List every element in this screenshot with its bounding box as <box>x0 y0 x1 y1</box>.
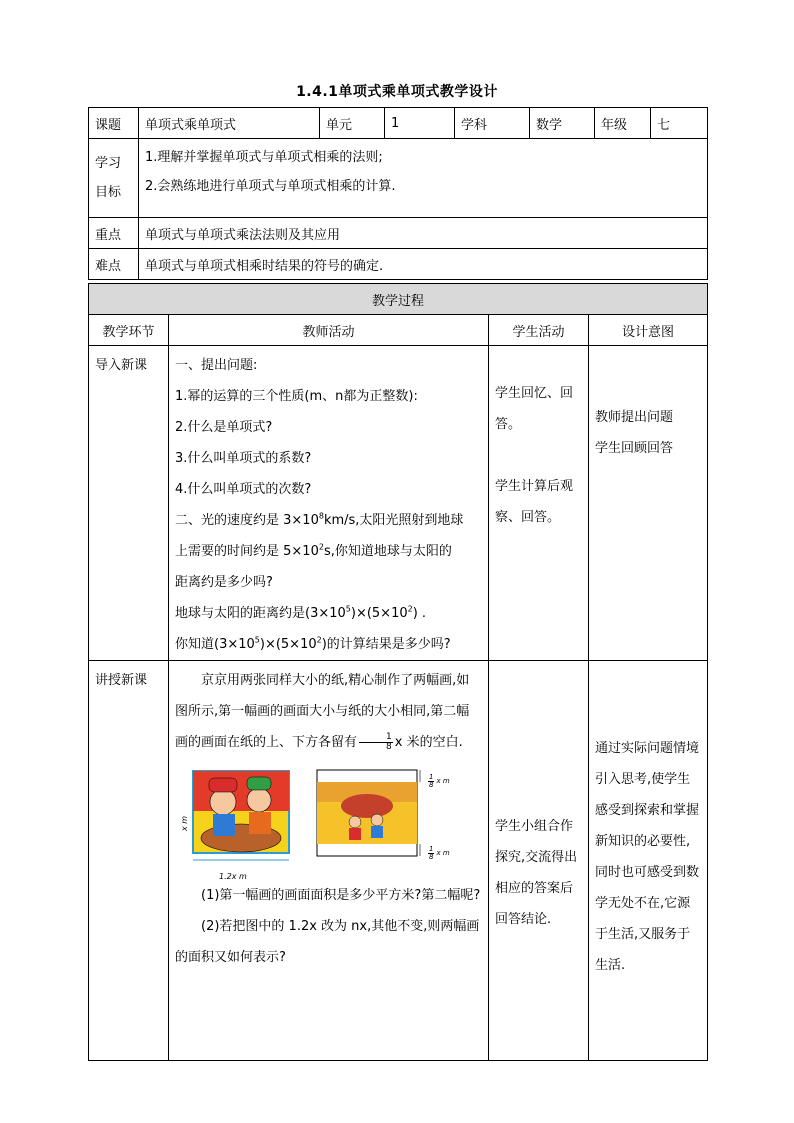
process-header: 教学过程 <box>89 284 708 315</box>
figures-area <box>175 764 482 881</box>
painting-one-width-label: 1.2x m <box>219 872 247 881</box>
painting-one-height-label: x m <box>180 815 190 832</box>
painting-two-figure <box>315 768 425 860</box>
intro-student <box>489 346 589 661</box>
intro-student-note-1: 学生回忆、回答。 <box>495 386 574 432</box>
lecture-intent-note: 通过实际问题情境引入思考,使学生感受到探索和掌握新知识的必要性,同时也可感受到数学无处不在,它源于生活,又服务于生活. <box>595 741 700 973</box>
lecture-stage: 讲授新课 <box>89 661 169 1061</box>
key-point-value: 单项式与单项式乘法法则及其应用 <box>139 218 708 249</box>
lecture-teacher <box>169 661 489 1061</box>
distance-line: 地球与太阳的距离约是$(3\times 10^5)\times(5\times 10^2)$ . <box>175 604 427 621</box>
subject-value: 数学 <box>530 108 595 139</box>
topic-value: 单项式乘单项式 <box>139 108 320 139</box>
intro-intent <box>589 346 708 661</box>
difficulty-label: 难点 <box>89 249 139 280</box>
col-teacher: 教师活动 <box>169 315 489 346</box>
grade-label: 年级 <box>595 108 651 139</box>
goal-item-1: 1.理解并掌握单项式与单项式相乘的法则; <box>145 150 383 165</box>
intro-line-4: 3.什么叫单项式的系数? <box>175 451 312 466</box>
light-speed-line-1: 二、光的速度约是 $3\times 10^8km/s$,太阳光照射到地球 <box>175 511 464 528</box>
intro-line-2: 1.幂的运算的三个性质(m、n都为正整数): <box>175 389 418 404</box>
lecture-student <box>489 661 589 1061</box>
compute-question-line: 你知道$(3\times 10^5)\times(5\times 10^2)$的计算结果是多少吗? <box>175 635 451 652</box>
col-intent: 设计意图 <box>589 315 708 346</box>
lecture-student-note: 学生小组合作探究,交流得出相应的答案后回答结论. <box>495 819 578 927</box>
col-student: 学生活动 <box>489 315 589 346</box>
goals-label-line-1: 学习 <box>95 156 122 171</box>
difficulty-value: 单项式与单项式相乘时结果的符号的确定. <box>139 249 708 280</box>
lecture-intent <box>589 661 708 1061</box>
unit-value: 1 <box>385 108 455 139</box>
painting-one-figure <box>189 768 297 864</box>
goals-content <box>139 139 708 218</box>
unit-label: 单元 <box>320 108 385 139</box>
info-table <box>88 107 708 280</box>
light-speed-line-3: 距离约是多少吗? <box>175 575 273 590</box>
col-stage: 教学环节 <box>89 315 169 346</box>
intro-line-3: 2.什么是单项式? <box>175 420 273 435</box>
subject-label: 学科 <box>455 108 530 139</box>
intro-student-note-2: 学生计算后观察、回答。 <box>495 479 574 525</box>
page-title: 1.4.1单项式乘单项式教学设计 <box>296 84 498 100</box>
intro-line-5: 4.什么叫单项式的次数? <box>175 482 312 497</box>
goal-item-2: 2.会熟练地进行单项式与单项式相乘的计算. <box>145 179 396 194</box>
fraction-one-eighth: $\frac{1}{8}$ <box>359 733 393 752</box>
topic-label: 课题 <box>89 108 139 139</box>
question-2: (2)若把图中的 1.2x 改为 nx,其他不变,则两幅画的面积又如何表示? <box>175 919 480 965</box>
painting-two-top-margin-label: $\frac{1}{8}$ x m <box>429 772 450 789</box>
painting-two-bottom-margin-label: $\frac{1}{8}$ x m <box>429 844 450 861</box>
intro-teacher <box>169 346 489 661</box>
grade-value: 七 <box>651 108 708 139</box>
process-table <box>88 283 708 1061</box>
intro-intent-2: 学生回顾回答 <box>595 441 674 456</box>
intro-stage: 导入新课 <box>89 346 169 661</box>
intro-intent-1: 教师提出问题 <box>595 410 674 425</box>
intro-line-1: 一、提出问题: <box>175 358 258 373</box>
key-point-label: 重点 <box>89 218 139 249</box>
lecture-paragraph: 京京用两张同样大小的纸,精心制作了两幅画,如图所示,第一幅画的画面大小与纸的大小相同,第二幅画的画面在纸的上、下方各留有 $\frac{1}{8}$ x 米的空白. <box>175 673 470 752</box>
goals-label-line-2: 目标 <box>95 185 122 200</box>
question-1: (1)第一幅画的画面面积是多少平方米?第二幅呢? <box>201 888 481 903</box>
light-speed-line-2: 上需要的时间约是 $5\times 10^2s$,你知道地球与太阳的 <box>175 542 452 559</box>
goals-label <box>89 139 139 218</box>
